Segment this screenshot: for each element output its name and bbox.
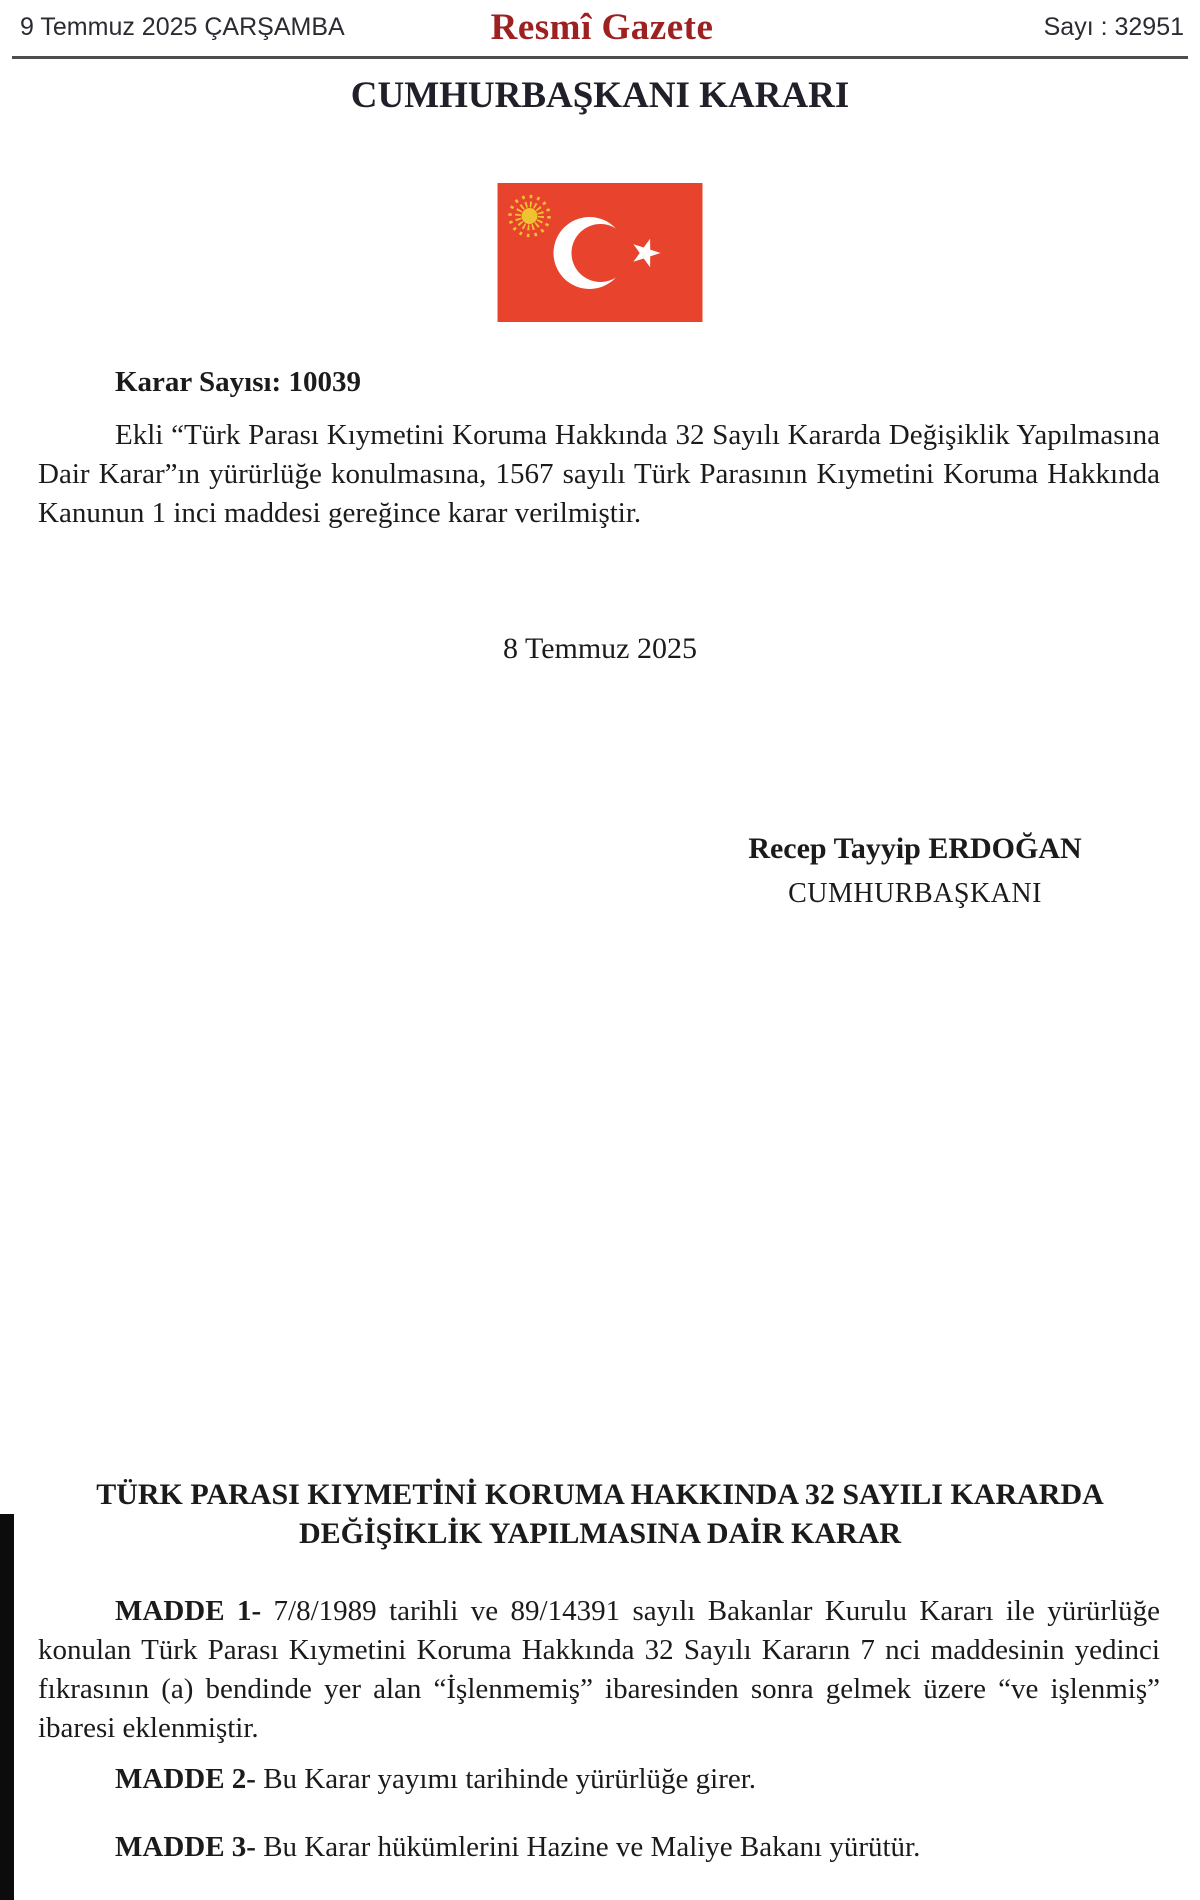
masthead-title: Resmî Gazete [490, 7, 714, 48]
presidential-seal-icon [510, 197, 549, 236]
scan-edge-artifact [0, 1514, 14, 1900]
preamble-paragraph: Ekli “Türk Parası Kıymetini Koruma Hakkında 32 Sayılı Kararda Değişiklik Yapılmasına Dair Karar”ın yürürlüğe konulmasına, 1567 sayılı Türk Parasının Kıymetini Koruma Hakkında Kanunun 1 inci maddesi gereğince karar verilmiştir. [38, 419, 1160, 529]
decision-date: 8 Temmuz 2025 [503, 632, 697, 665]
decree-heading: CUMHURBAŞKANI KARARI [350, 75, 850, 116]
annex-title-line1: TÜRK PARASI KIYMETİNİ KORUMA HAKKINDA 32 SAYILI KARARDA [96, 1478, 1104, 1511]
article-3-label: MADDE 3- [115, 1831, 256, 1863]
crescent-icon [554, 217, 630, 289]
article-3-text: Bu Karar hükümlerini Hazine ve Maliye Bakanı yürütür. [255, 1831, 921, 1863]
annex-title-line2: DEĞİŞİKLİK YAPILMASINA DAİR KARAR [298, 1517, 902, 1550]
president-title: CUMHURBAŞKANI [788, 878, 1042, 909]
president-name: Recep Tayyip ERDOĞAN [748, 832, 1082, 865]
article-1-text: 7/8/1989 tarihli ve 89/14391 sayılı Bakanlar Kurulu Kararı ile yürürlüğe konulan Türk Parası Kıymetini Koruma Hakkında 32 Sayılı Kararın 7 nci maddesinin yedinci fıkrasının (a) bendinde yer alan “İşlenmemiş” ibaresinden sonra gelmek üzere “ve işlenmiş” ibaresi eklenmiştir. [38, 1595, 1161, 1744]
article-2 [38, 1760, 1160, 1799]
issue-number: Sayı : 32951 [1043, 13, 1185, 41]
article-3 [38, 1828, 1160, 1867]
article-1-label: MADDE 1- [115, 1595, 262, 1627]
annex-title [40, 1475, 1160, 1553]
article-1 [38, 1592, 1160, 1748]
article-2-label: MADDE 2- [115, 1763, 256, 1795]
article-2-text: Bu Karar yayımı tarihinde yürürlüğe girer. [255, 1763, 757, 1795]
star-icon [633, 239, 660, 268]
decision-number: Karar Sayısı: 10039 [115, 366, 361, 398]
gazette-header [20, 6, 1184, 49]
signature-block [735, 832, 1095, 910]
turkish-flag [498, 183, 703, 322]
header-divider [12, 56, 1188, 59]
flag-graphic [498, 183, 703, 322]
publication-date: 9 Temmuz 2025 ÇARŞAMBA [20, 13, 345, 41]
